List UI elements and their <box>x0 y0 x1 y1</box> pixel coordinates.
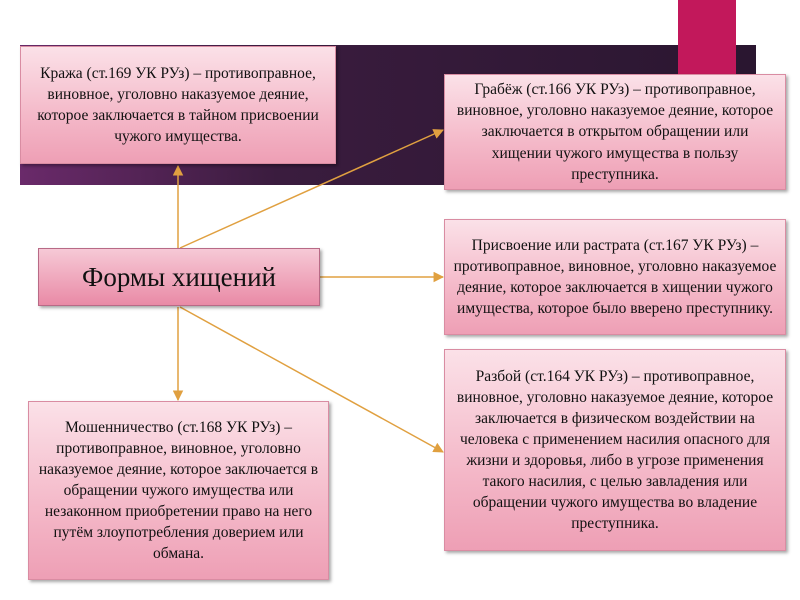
robbery-open-text: Грабёж (ст.166 УК РУз) – противоправное, виновное, уголовно наказуемое деяние, которое заключается в открытом обращении или хищении чужого имущества в пользу преступника. <box>456 81 774 183</box>
robbery-open-box <box>444 74 786 190</box>
theft-text: Кража (ст.169 УК РУз) – противоправное, виновное, уголовно наказуемое деяние, которое заключается в тайном присвоении чужого имущества. <box>37 64 319 146</box>
embezzlement-text: Присвоение или растрата (ст.167 УК РУз) – противоправное, виновное, уголовно наказуемое деяние, которое заключается в хищении чужого имущества, которое было вверено преступнику. <box>453 236 777 318</box>
armed-robbery-box <box>444 349 786 551</box>
central-node <box>38 248 320 306</box>
central-title: Формы хищений <box>82 261 276 292</box>
fraud-text: Мошенничество (ст.168 УК РУз) – противоправное, виновное, уголовно наказуемое деяние, которое заключается в обращении чужого имущества или незаконном приобретении право на него путём злоупотребления доверием или обмана. <box>38 418 319 563</box>
theft-box <box>20 46 336 164</box>
fraud-box <box>28 401 329 580</box>
armed-robbery-text: Разбой (ст.164 УК РУз) – противоправное, виновное, уголовно наказуемое деяние, которое заключается в физическом воздействии на человека с применением насилия опасного для жизни и здоровья, либо в угрозе применения такого насилия, с целью завладения или обращении чужого имущества во владение преступника. <box>456 367 774 533</box>
embezzlement-box <box>444 219 786 335</box>
